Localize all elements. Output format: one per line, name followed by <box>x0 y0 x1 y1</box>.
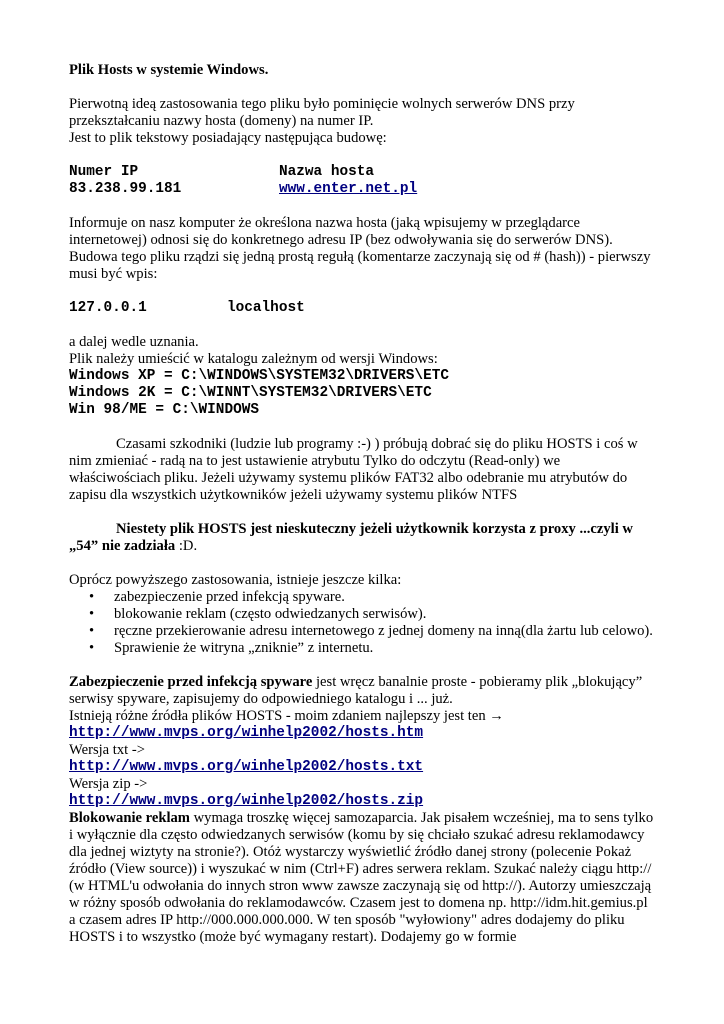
spyware-line: Istnieją różne źródła plików HOSTS - moim zdaniem najlepszy jest ten → <box>69 708 504 724</box>
readonly-line: właściwościach pliku. Jeżeli używamy systemu plików FAT32 albo odebranie mu atrybutów do <box>69 470 628 486</box>
location-line: Plik należy umieścić w katalogu zależnym od wersji Windows: <box>69 351 438 367</box>
hosts-zip-link[interactable]: http://www.mvps.org/winhelp2002/hosts.zip <box>69 793 424 809</box>
intro-line: Jest to plik tekstowy posiadający następująca budowę: <box>69 130 387 146</box>
spyware-line <box>69 674 659 691</box>
proxy-line <box>69 538 659 555</box>
info-line: musi być wpis: <box>69 266 158 282</box>
txt-version-label: Wersja txt -> <box>69 742 145 758</box>
ads-line: dla jednej wiztyty na stronie?). Otóż wystarczy wyświetlić źródło danej strony (polecenie Pokaż <box>69 844 632 860</box>
list-item <box>69 606 659 623</box>
intro-paragraph <box>69 96 659 147</box>
uses-intro: Oprócz powyższego zastosowania, istnieje jeszcze kilka: <box>69 572 402 588</box>
hosts-txt-link[interactable]: http://www.mvps.org/winhelp2002/hosts.txt <box>69 759 424 775</box>
bullet-icon: • <box>89 589 95 605</box>
location-paragraph <box>69 334 659 419</box>
info-paragraph <box>69 215 659 283</box>
info-line: internetowej) odnosi się do konkretnego adresu IP (bez odwoływania się do serwerów DNS). <box>69 232 613 248</box>
path-windows-xp: Windows XP = C:\WINDOWS\SYSTEM32\DRIVERS\ETC <box>69 368 449 384</box>
intro-line: Pierwotną ideą zastosowania tego pliku było pominięcie wolnych serwerów DNS przy <box>69 96 575 112</box>
list-item-text: Sprawienie że witryna „zniknie” z internetu. <box>114 640 374 656</box>
list-item-text: ręczne przekierowanie adresu internetowego z jednej domeny na inną(dla żartu lub celowo). <box>114 623 653 639</box>
ads-line: i wyłącznie dla często odwiedzanych serwisów (komu by się chciało szukać adresu reklamodawcy <box>69 827 645 843</box>
ads-section <box>69 810 659 946</box>
example-host-link[interactable]: www.enter.net.pl <box>279 181 418 197</box>
spyware-line1-text: jest wręcz banalnie proste - pobieramy plik „blokujący” <box>312 674 643 690</box>
uses-section <box>69 572 659 657</box>
list-item <box>69 589 659 606</box>
document-page <box>69 62 659 946</box>
readonly-paragraph <box>69 436 659 504</box>
list-item-text: blokowanie reklam (często odwiedzanych serwisów). <box>114 606 427 622</box>
path-windows-98: Win 98/ME = C:\WINDOWS <box>69 402 259 418</box>
document-title: Plik Hosts w systemie Windows. <box>69 62 269 78</box>
list-item <box>69 623 659 640</box>
ads-line: a czasem adres IP http://000.000.000.000. W ten sposób "wyłowiony" adres dodajemy do pliku <box>69 912 625 928</box>
bullet-icon: • <box>89 606 95 622</box>
proxy-paragraph <box>69 521 659 555</box>
ads-line: HOSTS i to wszystko (może być wymagany restart). Dodajemy go w formie <box>69 929 517 945</box>
localhost-name: localhost <box>227 300 305 316</box>
spyware-section <box>69 674 659 810</box>
hosts-htm-link[interactable]: http://www.mvps.org/winhelp2002/hosts.htm <box>69 725 424 741</box>
bullet-icon: • <box>89 623 95 639</box>
zip-version-label: Wersja zip -> <box>69 776 148 792</box>
ads-line <box>69 810 659 827</box>
localhost-ip: 127.0.0.1 <box>69 300 147 316</box>
list-item <box>69 640 659 657</box>
path-windows-2k: Windows 2K = C:\WINNT\SYSTEM32\DRIVERS\ETC <box>69 385 432 401</box>
ads-line: w różny sposób odwołania do reklamodawców. Czasem jest to domena np. http://idm.hit.gemius.pl <box>69 895 648 911</box>
proxy-bold-text: „54” nie zadziała <box>69 538 176 554</box>
proxy-rest-text: :D. <box>175 538 198 554</box>
info-line: Budowa tego pliku rządzi się jedną prostą regułą (komentarze zaczynają się od # (hash)) - pierwszy <box>69 249 651 265</box>
bullet-icon: • <box>89 640 95 656</box>
ads-heading: Blokowanie reklam <box>69 810 190 826</box>
location-line: a dalej wedle uznania. <box>69 334 199 350</box>
intro-line: przekształcaniu nazwy hosta (domeny) na numer IP. <box>69 113 374 129</box>
ads-line: (w HTML'u odwołania do innych stron www zawsze zaczynają się od http://). Autorzy umieszczają <box>69 878 652 894</box>
info-line: Informuje on nasz komputer że określona nazwa hosta (jaką wpisujemy w przeglądarce <box>69 215 580 231</box>
ads-line1-text: wymaga troszkę więcej samozaparcia. Jak pisałem wcześniej, ma to sens tylko <box>189 810 654 826</box>
ads-line: źródło (View source)) i wyszukać w nim (Ctrl+F) adres serwera reklam. Szukać należy ciągu http:// <box>69 861 652 877</box>
spyware-heading: Zabezpieczenie przed infekcją spyware <box>69 674 313 690</box>
readonly-line: zapisu dla wszystkich użytkowników jeżeli używamy systemu plików NTFS <box>69 487 518 503</box>
example-ip: 83.238.99.181 <box>69 181 182 197</box>
header-ip: Numer IP <box>69 164 139 180</box>
uses-list <box>69 589 659 657</box>
header-host: Nazwa hosta <box>279 164 374 180</box>
readonly-line: nim zmieniać - radą na to jest ustawienie atrybutu Tylko do odczytu (Read-only) we <box>69 453 561 469</box>
spyware-line: serwisy spyware, zapisujemy do odpowiedniego katalogu i ... już. <box>69 691 453 707</box>
localhost-entry <box>69 300 659 317</box>
readonly-line: Czasami szkodniki (ludzie lub programy :-) ) próbują dobrać się do pliku HOSTS i coś w <box>116 436 638 452</box>
proxy-line: Niestety plik HOSTS jest nieskuteczny jeżeli użytkownik korzysta z proxy ...czyli w <box>116 521 633 537</box>
list-item-text: zabezpieczenie przed infekcją spyware. <box>114 589 345 605</box>
hosts-example-table <box>69 164 659 198</box>
